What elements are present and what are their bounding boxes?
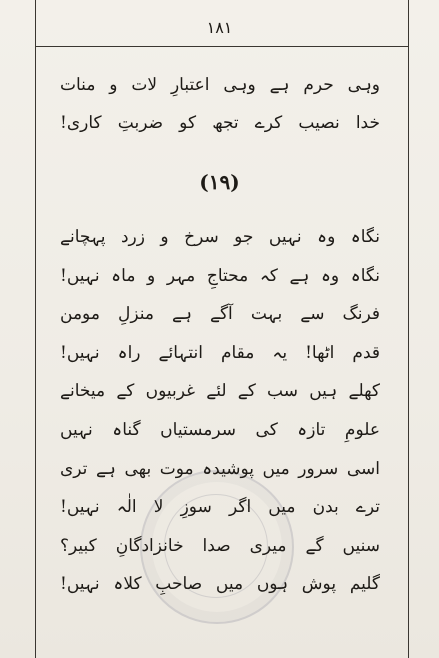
poem-verse: اسی سرور میں پوشیدہ موت بھی ہے تری bbox=[60, 458, 380, 479]
heading-verse: خدا نصیب کرے تجھ کو ضربتِ کاری! bbox=[60, 113, 380, 133]
poem-verse: کھلے ہیں سب کے لئے غربیوں کے میخانے bbox=[60, 381, 380, 402]
section-number: (۱۹) bbox=[199, 170, 240, 194]
poem-verse: گلیم پوش ہوں میں صاحبِ کلاہ نہیں! bbox=[60, 574, 380, 595]
page-number: ۱۸۱ bbox=[206, 18, 233, 37]
right-margin-rule bbox=[408, 0, 409, 658]
header-rule bbox=[35, 46, 408, 47]
poem-verse: نگاہ وہ ہے کہ محتاجِ مہر و ماہ نہیں! bbox=[60, 265, 380, 286]
heading-verse: وہی حرم ہے وہی اعتبارِ لات و منات bbox=[60, 75, 380, 95]
heading-verses bbox=[60, 66, 380, 142]
poem-verse: ترے بدن میں اگر سوزِ لا الٰہ نہیں! bbox=[60, 497, 380, 518]
poem-verse: نگاہ وہ نہیں جو سرخ و زرد پہچانے bbox=[60, 227, 380, 247]
poem-body bbox=[60, 218, 380, 604]
poem-verse: علومِ تازہ کی سرمستیاں گناہ نہیں bbox=[60, 419, 380, 440]
poem-verse: سنیں گے میری صدا خانزادگانِ کبیر؟ bbox=[60, 535, 380, 556]
left-margin-rule bbox=[35, 0, 36, 658]
poem-verse: فرنگ سے بہت آگے ہے منزلِ مومن bbox=[60, 304, 380, 325]
poem-verse: قدم اٹھا! یہ مقام انتہائے راہ نہیں! bbox=[60, 342, 380, 363]
